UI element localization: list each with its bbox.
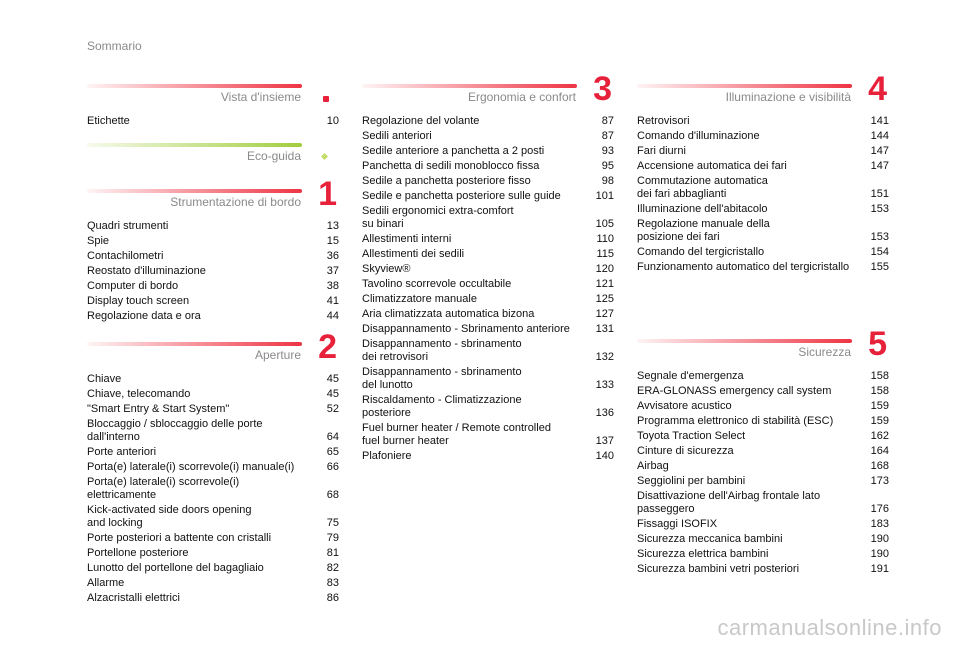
toc-entry-title: Illuminazione dell'abitacolo bbox=[637, 203, 768, 215]
toc-entry[interactable] bbox=[87, 475, 339, 503]
toc-entry[interactable] bbox=[637, 399, 889, 414]
toc-entry-page: 120 bbox=[595, 263, 614, 275]
toc-entry-page: 110 bbox=[596, 233, 614, 245]
toc-entry[interactable] bbox=[87, 546, 339, 561]
toc-entry[interactable] bbox=[87, 591, 339, 606]
toc-entry[interactable] bbox=[362, 247, 614, 262]
toc-entry[interactable] bbox=[637, 129, 889, 144]
toc-entry-title: Cinture di sicurezza bbox=[637, 445, 734, 457]
section-number: 4 bbox=[868, 70, 887, 108]
section-title: Aperture bbox=[254, 348, 301, 362]
toc-entry-title: Accensione automatica dei fari bbox=[637, 160, 787, 172]
toc-entry-page: 190 bbox=[870, 533, 889, 545]
toc-entry-title: Regolazione del volante bbox=[362, 115, 480, 127]
toc-entry-title: Porte anteriori bbox=[87, 446, 157, 458]
toc-entry-page: 183 bbox=[870, 518, 889, 530]
toc-entry-title: Climatizzatore manuale bbox=[362, 293, 477, 305]
toc-entry-title: Skyview® bbox=[362, 263, 411, 275]
toc-entry-page: 15 bbox=[326, 235, 339, 247]
toc-entry-title: Bloccaggio / sbloccaggio delle porte dall'interno bbox=[87, 418, 263, 443]
toc-entry[interactable] bbox=[87, 294, 339, 309]
toc-entry-title: Sedile anteriore a panchetta a 2 posti bbox=[362, 145, 545, 157]
toc-entry[interactable] bbox=[362, 189, 614, 204]
toc-entry-page: 158 bbox=[870, 370, 889, 382]
section-illuminazione bbox=[637, 70, 889, 275]
toc-entry[interactable] bbox=[87, 503, 339, 531]
toc-entry[interactable] bbox=[87, 576, 339, 591]
toc-entry-page: 87 bbox=[601, 130, 614, 142]
toc-entry[interactable] bbox=[637, 144, 889, 159]
watermark: carmanualsonline.info bbox=[717, 615, 942, 640]
toc-entry-title: Funzionamento automatico del tergicristallo bbox=[637, 261, 850, 273]
toc-entry[interactable] bbox=[87, 445, 339, 460]
toc-entry-page: 121 bbox=[595, 278, 614, 290]
toc-entry-title: Porta(e) laterale(i) scorrevole(i) manuale(i) bbox=[87, 461, 295, 473]
toc-entry-page: 127 bbox=[595, 308, 614, 320]
toc-entry-title: Tavolino scorrevole occultabile bbox=[362, 278, 512, 290]
toc-entry-title: Chiave, telecomando bbox=[87, 388, 191, 400]
toc-entry[interactable] bbox=[87, 309, 339, 324]
toc-entry-title: Disappannamento - Sbrinamento anteriore bbox=[362, 323, 570, 335]
toc-entry-title: Computer di bordo bbox=[87, 280, 179, 292]
toc-entry-page: 141 bbox=[870, 115, 889, 127]
toc-entry-page: 13 bbox=[326, 220, 339, 232]
toc-list bbox=[362, 114, 614, 464]
toc-entry[interactable] bbox=[637, 414, 889, 429]
toc-entry[interactable] bbox=[362, 232, 614, 247]
toc-entry[interactable] bbox=[637, 517, 889, 532]
toc-entry-page: 86 bbox=[326, 592, 339, 604]
section-aperture bbox=[87, 328, 339, 606]
toc-entry-title: Disattivazione dell'Airbag frontale lato passeggero bbox=[637, 490, 821, 515]
toc-entry[interactable] bbox=[637, 444, 889, 459]
toc-entry[interactable] bbox=[87, 460, 339, 475]
toc-entry-title: Segnale d'emergenza bbox=[637, 370, 744, 382]
toc-entry[interactable] bbox=[87, 264, 339, 279]
toc-entry[interactable] bbox=[637, 384, 889, 399]
section-marker bbox=[323, 96, 329, 102]
toc-entry-title: "Smart Entry & Start System" bbox=[87, 403, 230, 415]
toc-entry[interactable] bbox=[362, 204, 614, 232]
toc-entry[interactable] bbox=[362, 337, 614, 365]
toc-entry-title: Allestimenti dei sedili bbox=[362, 248, 465, 260]
toc-entry-title: Allarme bbox=[87, 577, 125, 589]
toc-entry-page: 41 bbox=[326, 295, 339, 307]
toc-entry-page: 159 bbox=[870, 415, 889, 427]
section-marker bbox=[321, 153, 328, 160]
toc-entry-title: Comando del tergicristallo bbox=[637, 246, 765, 258]
section-title: Vista d'insieme bbox=[220, 90, 301, 104]
toc-entry[interactable] bbox=[637, 429, 889, 444]
toc-entry-page: 132 bbox=[595, 351, 614, 363]
toc-entry-title: Retrovisori bbox=[637, 115, 690, 127]
toc-entry[interactable] bbox=[362, 292, 614, 307]
toc-entry-page: 164 bbox=[870, 445, 889, 457]
section-title: Sicurezza bbox=[798, 345, 851, 359]
toc-entry-title: Airbag bbox=[637, 460, 669, 472]
toc-entry-page: 155 bbox=[870, 261, 889, 273]
toc-entry-title: Kick-activated side doors opening and locking bbox=[87, 504, 252, 529]
toc-entry-page: 133 bbox=[595, 379, 614, 391]
toc-entry[interactable] bbox=[637, 202, 889, 217]
toc-entry[interactable] bbox=[637, 174, 889, 202]
toc-entry-page: 168 bbox=[870, 460, 889, 472]
toc-entry[interactable] bbox=[637, 489, 889, 517]
toc-entry[interactable] bbox=[637, 114, 889, 129]
toc-list bbox=[87, 219, 339, 324]
column-left bbox=[87, 84, 339, 606]
toc-entry-title: Programma elettronico di stabilità (ESC) bbox=[637, 415, 834, 427]
toc-entry-page: 162 bbox=[870, 430, 889, 442]
toc-entry-page: 176 bbox=[870, 503, 889, 515]
toc-entry[interactable] bbox=[637, 532, 889, 547]
toc-entry[interactable] bbox=[87, 402, 339, 417]
toc-entry[interactable] bbox=[637, 260, 889, 275]
toc-entry-title: Chiave bbox=[87, 373, 122, 385]
toc-entry-page: 173 bbox=[870, 475, 889, 487]
toc-entry[interactable] bbox=[87, 531, 339, 546]
toc-entry-page: 64 bbox=[326, 431, 339, 443]
toc-entry-page: 105 bbox=[595, 218, 614, 230]
toc-entry[interactable] bbox=[87, 387, 339, 402]
toc-entry-title: Panchetta di sedili monoblocco fissa bbox=[362, 160, 540, 172]
toc-entry-title: Porta(e) laterale(i) scorrevole(i) elettricamente bbox=[87, 476, 240, 501]
toc-entry[interactable] bbox=[362, 421, 614, 449]
toc-entry-title: Fari diurni bbox=[637, 145, 686, 157]
toc-entry-title: Spie bbox=[87, 235, 110, 247]
toc-entry-title: Etichette bbox=[87, 115, 130, 127]
toc-entry-page: 93 bbox=[601, 145, 614, 157]
section-number: 1 bbox=[318, 175, 337, 213]
section-ergonomia bbox=[362, 70, 614, 464]
toc-entry-title: ERA-GLONASS emergency call system bbox=[637, 385, 832, 397]
toc-entry-page: 154 bbox=[870, 246, 889, 258]
toc-entry-page: 68 bbox=[326, 489, 339, 501]
toc-entry-title: Allestimenti interni bbox=[362, 233, 452, 245]
toc-entry[interactable] bbox=[637, 159, 889, 174]
toc-entry[interactable] bbox=[362, 129, 614, 144]
toc-entry[interactable] bbox=[87, 114, 339, 129]
toc-entry-title: Reostato d'illuminazione bbox=[87, 265, 206, 277]
toc-entry-page: 147 bbox=[870, 160, 889, 172]
toc-entry-page: 38 bbox=[326, 280, 339, 292]
toc-entry-page: 66 bbox=[326, 461, 339, 473]
section-number: 5 bbox=[868, 325, 887, 363]
toc-entry-title: Porte posteriori a battente con cristalli bbox=[87, 532, 272, 544]
section-title: Eco-guida bbox=[246, 149, 301, 163]
toc-entry[interactable] bbox=[362, 449, 614, 464]
toc-entry[interactable] bbox=[362, 307, 614, 322]
toc-entry-page: 87 bbox=[601, 115, 614, 127]
page-label: Sommario bbox=[87, 39, 142, 53]
toc-entry-page: 44 bbox=[326, 310, 339, 322]
toc-entry[interactable] bbox=[362, 144, 614, 159]
toc-entry-page: 158 bbox=[870, 385, 889, 397]
toc-entry-page: 82 bbox=[326, 562, 339, 574]
section-title: Strumentazione di bordo bbox=[170, 195, 301, 209]
toc-entry-page: 79 bbox=[326, 532, 339, 544]
toc-entry[interactable] bbox=[87, 417, 339, 445]
column-middle bbox=[362, 70, 614, 464]
toc-entry-page: 75 bbox=[326, 517, 339, 529]
toc-entry-page: 10 bbox=[326, 115, 339, 127]
toc-entry[interactable] bbox=[87, 249, 339, 264]
toc-entry[interactable] bbox=[87, 234, 339, 249]
toc-entry[interactable] bbox=[637, 245, 889, 260]
section-strumentazione bbox=[87, 175, 339, 324]
toc-entry-title: Disappannamento - sbrinamento del lunotto bbox=[362, 366, 522, 391]
toc-entry[interactable] bbox=[637, 369, 889, 384]
toc-entry-title: Seggiolini per bambini bbox=[637, 475, 746, 487]
toc-entry-title: Fissaggi ISOFIX bbox=[637, 518, 718, 530]
section-number: 3 bbox=[593, 70, 612, 108]
toc-entry[interactable] bbox=[362, 174, 614, 189]
toc-entry-title: Alzacristalli elettrici bbox=[87, 592, 180, 604]
toc-entry-page: 65 bbox=[326, 446, 339, 458]
section-title: Ergonomia e confort bbox=[467, 90, 576, 104]
toc-entry-page: 81 bbox=[326, 547, 339, 559]
toc-list bbox=[87, 372, 339, 606]
toc-entry[interactable] bbox=[362, 114, 614, 129]
toc-entry-page: 115 bbox=[596, 248, 614, 260]
toc-entry-page: 153 bbox=[870, 203, 889, 215]
section-sicurezza bbox=[637, 325, 889, 577]
toc-entry-title: Toyota Traction Select bbox=[637, 430, 746, 442]
toc-entry-page: 144 bbox=[870, 130, 889, 142]
toc-entry-page: 37 bbox=[326, 265, 339, 277]
toc-entry-title: Display touch screen bbox=[87, 295, 190, 307]
section-title: Illuminazione e visibilità bbox=[725, 90, 851, 104]
toc-entry-title: Commutazione automatica dei fari abbaglianti bbox=[637, 175, 768, 200]
toc-entry-title: Sedile a panchetta posteriore fisso bbox=[362, 175, 531, 187]
toc-entry[interactable] bbox=[637, 217, 889, 245]
toc-entry-title: Sicurezza elettrica bambini bbox=[637, 548, 769, 560]
toc-entry-title: Avvisatore acustico bbox=[637, 400, 732, 412]
toc-entry-page: 136 bbox=[595, 407, 614, 419]
toc-entry-page: 45 bbox=[326, 373, 339, 385]
toc-entry-page: 36 bbox=[326, 250, 339, 262]
toc-entry-title: Riscaldamento - Climatizzazione posteriore bbox=[362, 394, 522, 419]
toc-entry[interactable] bbox=[87, 219, 339, 234]
toc-entry[interactable] bbox=[637, 562, 889, 577]
toc-entry-page: 147 bbox=[870, 145, 889, 157]
toc-entry-title: Sedili ergonomici extra-comfort su binari bbox=[362, 205, 514, 230]
toc-entry-title: Aria climatizzata automatica bizona bbox=[362, 308, 535, 320]
toc-entry[interactable] bbox=[362, 277, 614, 292]
toc-entry[interactable] bbox=[637, 547, 889, 562]
toc-entry[interactable] bbox=[637, 474, 889, 489]
toc-entry-title: Contachilometri bbox=[87, 250, 164, 262]
toc-entry-title: Sedili anteriori bbox=[362, 130, 432, 142]
toc-entry-page: 153 bbox=[870, 231, 889, 243]
toc-entry[interactable] bbox=[362, 322, 614, 337]
toc-entry[interactable] bbox=[362, 159, 614, 174]
toc-entry-page: 140 bbox=[595, 450, 614, 462]
toc-entry[interactable] bbox=[87, 561, 339, 576]
toc-entry-page: 83 bbox=[326, 577, 339, 589]
toc-entry[interactable] bbox=[87, 372, 339, 387]
toc-list bbox=[87, 114, 339, 129]
toc-entry[interactable] bbox=[637, 459, 889, 474]
toc-entry-title: Comando d'illuminazione bbox=[637, 130, 760, 142]
toc-entry-title: Portellone posteriore bbox=[87, 547, 189, 559]
toc-list bbox=[637, 369, 889, 577]
toc-entry-title: Disappannamento - sbrinamento dei retrovisori bbox=[362, 338, 522, 363]
toc-list bbox=[637, 114, 889, 275]
toc-entry-page: 125 bbox=[595, 293, 614, 305]
toc-entry-page: 131 bbox=[595, 323, 614, 335]
toc-entry-title: Sedile e panchetta posteriore sulle guide bbox=[362, 190, 561, 202]
toc-entry-page: 101 bbox=[595, 190, 614, 202]
toc-entry[interactable] bbox=[362, 393, 614, 421]
toc-entry-page: 45 bbox=[326, 388, 339, 400]
column-right bbox=[637, 70, 889, 577]
toc-entry-title: Regolazione data e ora bbox=[87, 310, 201, 322]
toc-entry-title: Quadri strumenti bbox=[87, 220, 169, 232]
toc-entry-title: Lunotto del portellone del bagagliaio bbox=[87, 562, 264, 574]
toc-entry-page: 98 bbox=[601, 175, 614, 187]
section-eco bbox=[87, 143, 339, 173]
toc-entry-page: 52 bbox=[326, 403, 339, 415]
toc-entry-title: Regolazione manuale della posizione dei fari bbox=[637, 218, 770, 243]
toc-entry-page: 137 bbox=[595, 435, 614, 447]
toc-entry[interactable] bbox=[362, 365, 614, 393]
section-vista bbox=[87, 84, 339, 129]
toc-entry[interactable] bbox=[87, 279, 339, 294]
toc-entry-page: 191 bbox=[870, 563, 889, 575]
toc-entry-title: Plafoniere bbox=[362, 450, 412, 462]
toc-entry-page: 95 bbox=[601, 160, 614, 172]
toc-entry-title: Sicurezza bambini vetri posteriori bbox=[637, 563, 800, 575]
toc-entry-page: 159 bbox=[870, 400, 889, 412]
toc-entry-title: Fuel burner heater / Remote controlled fuel burner heater bbox=[362, 422, 551, 447]
section-number: 2 bbox=[318, 328, 337, 366]
toc-entry-title: Sicurezza meccanica bambini bbox=[637, 533, 783, 545]
toc-entry-page: 151 bbox=[870, 188, 889, 200]
toc-entry-page: 190 bbox=[870, 548, 889, 560]
toc-entry[interactable] bbox=[362, 262, 614, 277]
